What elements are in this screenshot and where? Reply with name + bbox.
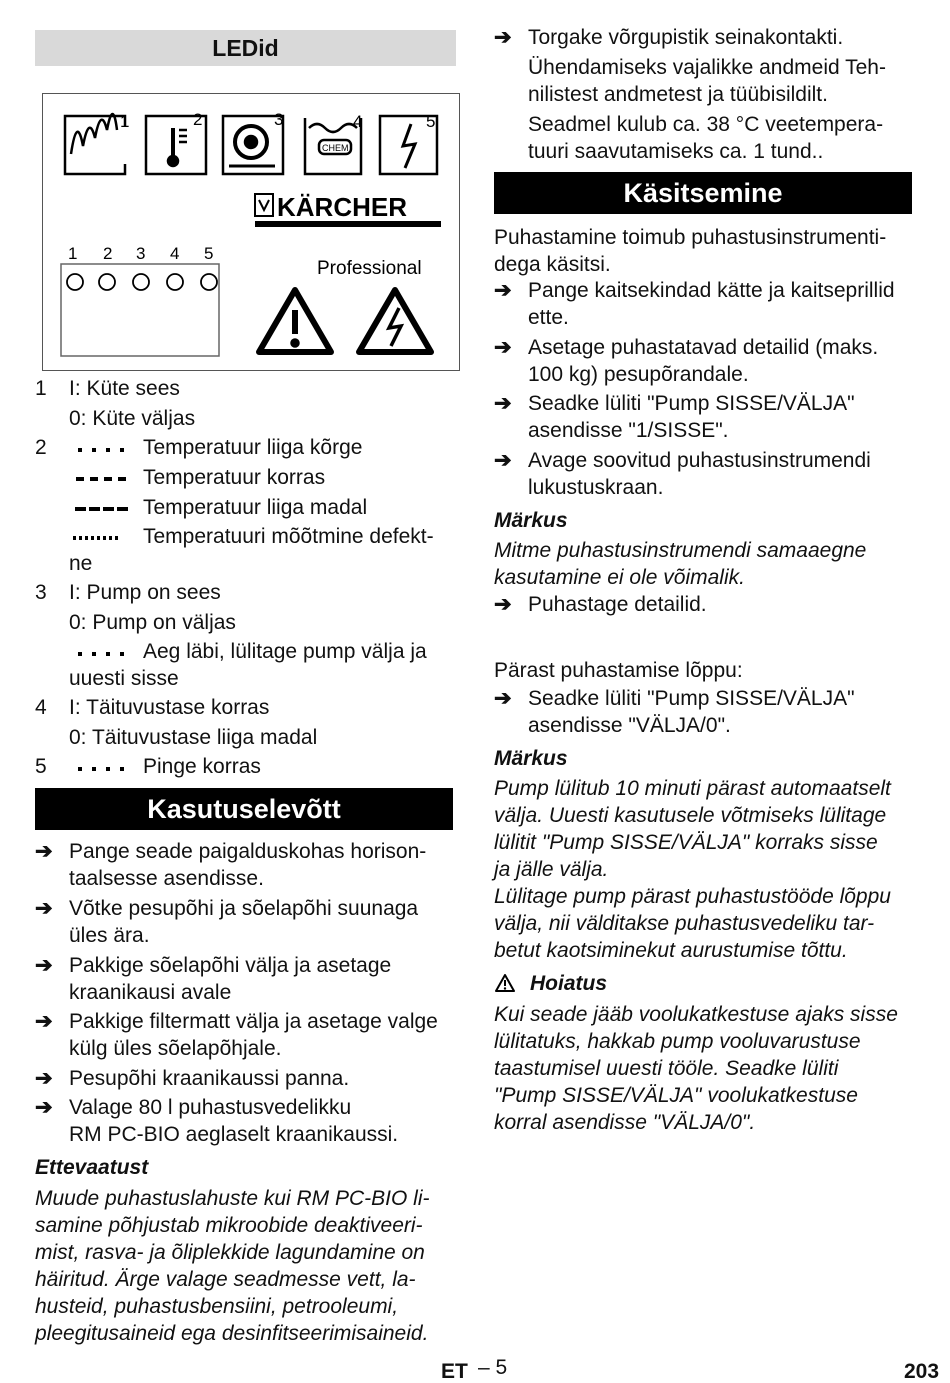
legend-text: Temperatuur liiga madal bbox=[143, 496, 368, 519]
note-line: Lülitage pump pärast puhastustööde lõppu bbox=[494, 885, 891, 908]
step-text: Valage 80 l puhastusvedelikku bbox=[69, 1096, 352, 1119]
step-text: Pesupõhi kraanikaussi panna. bbox=[69, 1067, 350, 1090]
step-text: Pakkige filtermatt välja ja asetage valge bbox=[69, 1010, 438, 1033]
caution-line: husteid, puhastusbensiini, petrooleumi, bbox=[35, 1295, 399, 1318]
step-text: 100 kg) pesupõrandale. bbox=[528, 363, 749, 386]
led-number: 5 bbox=[204, 244, 214, 263]
step-text: asendisse "VÄLJA/0". bbox=[528, 714, 731, 737]
body-line: Pärast puhastamise lõppu: bbox=[494, 659, 743, 682]
step-text: Võtke pesupõhi ja sõelapõhi suunaga bbox=[69, 897, 419, 920]
arrow-right-icon: ➔ bbox=[494, 449, 512, 472]
caution-line: mist, rasva- ja õliplekkide lagundamine on bbox=[35, 1241, 425, 1264]
warning-title: Hoiatus bbox=[530, 972, 608, 995]
body-line: nilistest andmetest ja tüübisildilt. bbox=[528, 83, 828, 106]
caution-line: Muude puhastuslahuste kui RM PC-BIO li- bbox=[35, 1187, 430, 1210]
note-title: Märkus bbox=[494, 747, 568, 770]
arrow-right-icon: ➔ bbox=[494, 593, 512, 616]
legend-text: uuesti sisse bbox=[69, 667, 179, 690]
brand-logo-text: KÄRCHER bbox=[277, 192, 407, 222]
commissioning-heading: Kasutuselevõtt bbox=[35, 788, 453, 830]
step-text: Seadke lüliti "Pump SISSE/VÄLJA" bbox=[528, 392, 855, 415]
control-panel-svg bbox=[43, 94, 461, 370]
step-text: üles ära. bbox=[69, 924, 150, 947]
step-text: lukustuskraan. bbox=[528, 476, 664, 499]
arrow-right-icon: ➔ bbox=[35, 840, 53, 863]
warning-line: taastumisel uuesti tööle. Seadke lüliti bbox=[494, 1057, 839, 1080]
arrow-right-icon: ➔ bbox=[35, 897, 53, 920]
led-blink-fast-icon bbox=[75, 507, 131, 513]
led-number: 3 bbox=[136, 244, 146, 263]
legend-number: 5 bbox=[35, 755, 47, 778]
legend-text: Pinge korras bbox=[143, 755, 261, 778]
legend-text: Aeg läbi, lülitage pump välja ja bbox=[143, 640, 427, 663]
step-text: asendisse "1/SISSE". bbox=[528, 419, 729, 442]
led-blink-slow-icon bbox=[75, 767, 131, 773]
legend-number: 4 bbox=[35, 696, 47, 719]
body-line: Seadmel kulub ca. 38 °C veetempera- bbox=[528, 113, 884, 136]
legend-text: ne bbox=[69, 552, 93, 575]
legend-number: 3 bbox=[35, 581, 47, 604]
step-text: RM PC-BIO aeglaselt kraanikaussi. bbox=[69, 1123, 399, 1146]
brand-subtitle: Professional bbox=[317, 258, 422, 279]
warning-triangle-icon bbox=[494, 973, 516, 993]
step-text: külg üles sõelapõhjale. bbox=[69, 1037, 282, 1060]
legend-number: 1 bbox=[35, 377, 47, 400]
note-line: välja. Uuesti kasutusele võtmiseks lülitage bbox=[494, 804, 887, 827]
body-line: tuuri saavutamiseks ca. 1 tund.. bbox=[528, 140, 824, 163]
note-line: lülitit "Pump SISSE/VÄLJA" korraks sisse bbox=[494, 831, 878, 854]
note-line: välja, nii välditakse puhastusvedeliku tar- bbox=[494, 912, 875, 935]
arrow-right-icon: ➔ bbox=[494, 26, 512, 49]
step-text: ette. bbox=[528, 306, 569, 329]
step-text: Pakkige sõelapõhi välja ja asetage bbox=[69, 954, 392, 977]
legend-number: 2 bbox=[35, 436, 47, 459]
panel-icon-number: 4 bbox=[353, 112, 363, 131]
operation-heading: Käsitsemine bbox=[494, 172, 912, 214]
step-text: Avage soovitud puhastusinstrumendi bbox=[528, 449, 871, 472]
note-line: Pump lülitub 10 minuti pärast automaatselt bbox=[494, 777, 891, 800]
arrow-right-icon: ➔ bbox=[494, 392, 512, 415]
step-text: Pange kaitsekindad kätte ja kaitseprillid bbox=[528, 279, 895, 302]
led-blink-slow-icon bbox=[75, 652, 131, 658]
step-text: Torgake võrgupistik seinakontakti. bbox=[528, 26, 844, 49]
led-flicker-icon bbox=[73, 536, 133, 542]
note-line: betut kaotsiminekut aurustumise tõttu. bbox=[494, 939, 848, 962]
warning-line: lülitatuks, hakkab pump vooluvarustuse bbox=[494, 1030, 861, 1053]
legend-text: 0: Pump on väljas bbox=[69, 611, 236, 634]
legend-text: I: Küte sees bbox=[69, 377, 180, 400]
note-line: ja jälle välja. bbox=[494, 858, 609, 881]
legend-text: Temperatuur liiga kõrge bbox=[143, 436, 363, 459]
body-line: Ühendamiseks vajalikke andmeid Teh- bbox=[528, 56, 886, 79]
led-blink-medium-icon bbox=[75, 477, 131, 483]
panel-icon-number: 3 bbox=[274, 110, 284, 129]
warning-line: korral asendisse "VÄLJA/0". bbox=[494, 1111, 756, 1134]
arrow-right-icon: ➔ bbox=[35, 954, 53, 977]
caution-title: Ettevaatust bbox=[35, 1156, 149, 1179]
step-text: Puhastage detailid. bbox=[528, 593, 707, 616]
led-number: 4 bbox=[170, 244, 180, 263]
warning-line: "Pump SISSE/VÄLJA" voolukatkestuse bbox=[494, 1084, 858, 1107]
step-text: Asetage puhastatavad detailid (maks. bbox=[528, 336, 879, 359]
control-panel-illustration bbox=[42, 93, 460, 371]
caution-line: häiritud. Ärge valage seadmesse vett, la- bbox=[35, 1268, 416, 1291]
legend-text: I: Pump on sees bbox=[69, 581, 221, 604]
arrow-right-icon: ➔ bbox=[35, 1010, 53, 1033]
legend-text: Temperatuur korras bbox=[143, 466, 326, 489]
chem-label: CHEM bbox=[322, 143, 349, 153]
arrow-right-icon: ➔ bbox=[494, 687, 512, 710]
panel-icon-number: 5 bbox=[426, 112, 436, 131]
arrow-right-icon: ➔ bbox=[35, 1096, 53, 1119]
step-text: Pange seade paigalduskohas horison- bbox=[69, 840, 427, 863]
legend-text: I: Täituvustase korras bbox=[69, 696, 270, 719]
step-text: kraanikausi avale bbox=[69, 981, 232, 1004]
legend-text: 0: Täituvustase liiga madal bbox=[69, 726, 318, 749]
led-heading: LEDid bbox=[35, 30, 456, 66]
footer-page-number: 203 bbox=[904, 1360, 940, 1383]
note-title: Märkus bbox=[494, 509, 568, 532]
step-text: Seadke lüliti "Pump SISSE/VÄLJA" bbox=[528, 687, 855, 710]
warning-line: Kui seade jääb voolukatkestuse ajaks sisse bbox=[494, 1003, 898, 1026]
note-line: Mitme puhastusinstrumendi samaaegne bbox=[494, 539, 867, 562]
panel-icon-number: 1 bbox=[120, 112, 130, 131]
arrow-right-icon: ➔ bbox=[35, 1067, 53, 1090]
caution-line: samine põhjustab mikroobide deaktiveeri- bbox=[35, 1214, 423, 1237]
led-number: 1 bbox=[68, 244, 78, 263]
arrow-right-icon: ➔ bbox=[494, 336, 512, 359]
footer-page-local: – 5 bbox=[478, 1356, 508, 1379]
led-blink-slow-icon bbox=[75, 448, 131, 454]
footer-language: ET bbox=[441, 1360, 468, 1383]
step-text: taalsesse asendisse. bbox=[69, 867, 264, 890]
arrow-right-icon: ➔ bbox=[494, 279, 512, 302]
led-number: 2 bbox=[103, 244, 113, 263]
panel-icon-number: 2 bbox=[193, 110, 203, 129]
caution-line: pleegitusaineid ega desinfitseerimisaineid. bbox=[35, 1322, 429, 1345]
legend-text: 0: Küte väljas bbox=[69, 407, 196, 430]
note-line: kasutamine ei ole võimalik. bbox=[494, 566, 745, 589]
body-line: dega käsitsi. bbox=[494, 253, 611, 276]
legend-text: Temperatuuri mõõtmine defekt- bbox=[143, 525, 434, 548]
body-line: Puhastamine toimub puhastusinstrumenti- bbox=[494, 226, 887, 249]
